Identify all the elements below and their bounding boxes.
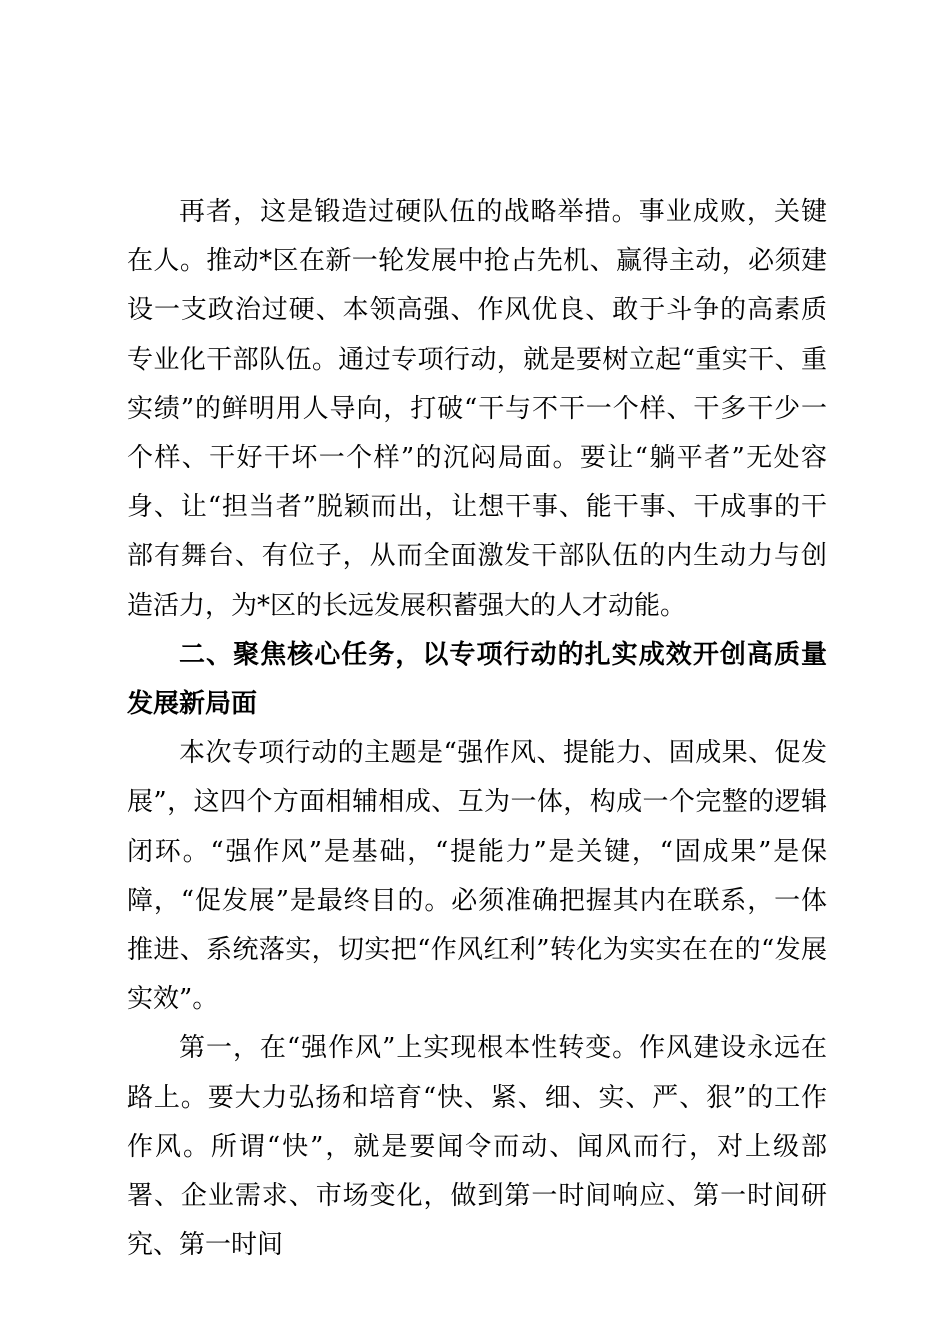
paragraph-action-theme: 本次专项行动的主题是“强作风、提能力、固成果、促发展”，这四个方面相辅相成、互为一体，构成一个完整的逻辑闭环。“强作风”是基础，“提能力”是关键，“固成果”是保障，“促发展”是最终目的。必须准确把握其内在联系，一体推进、系统落实，切实把“作风红利”转化为实实在在的“发展实效”。 bbox=[127, 738, 827, 1015]
paragraph-strengthen-style: 第一，在“强作风”上实现根本性转变。作风建设永远在路上。要大力弘扬和培育“快、紧、细、实、严、狠”的工作作风。所谓“快”，就是要闻令而动、闻风而行，对上级部署、企业需求、市场变化，做到第一时间响应、第一时间研究、第一时间 bbox=[127, 1033, 827, 1261]
paragraph-team-building: 再者，这是锻造过硬队伍的战略举措。事业成败，关键在人。推动*区在新一轮发展中抢占先机、赢得主动，必须建设一支政治过硬、本领高强、作风优良、敢于斗争的高素质专业化干部队伍。通过专项行动，就是要树立起“重实干、重实绩”的鲜明用人导向，打破“干与不干一个样、干多干少一个样、干好干坏一个样”的沉闷局面。要让“躺平者”无处容身、让“担当者”脱颖而出，让想干事、能干事、干成事的干部有舞台、有位子，从而全面激发干部队伍的内生动力与创造活力，为*区的长远发展积蓄强大的人才动能。 bbox=[127, 197, 827, 621]
document-body bbox=[127, 188, 827, 1270]
section-heading-core-tasks: 二、聚焦核心任务，以专项行动的扎实成效开创高质量发展新局面 bbox=[127, 639, 827, 720]
